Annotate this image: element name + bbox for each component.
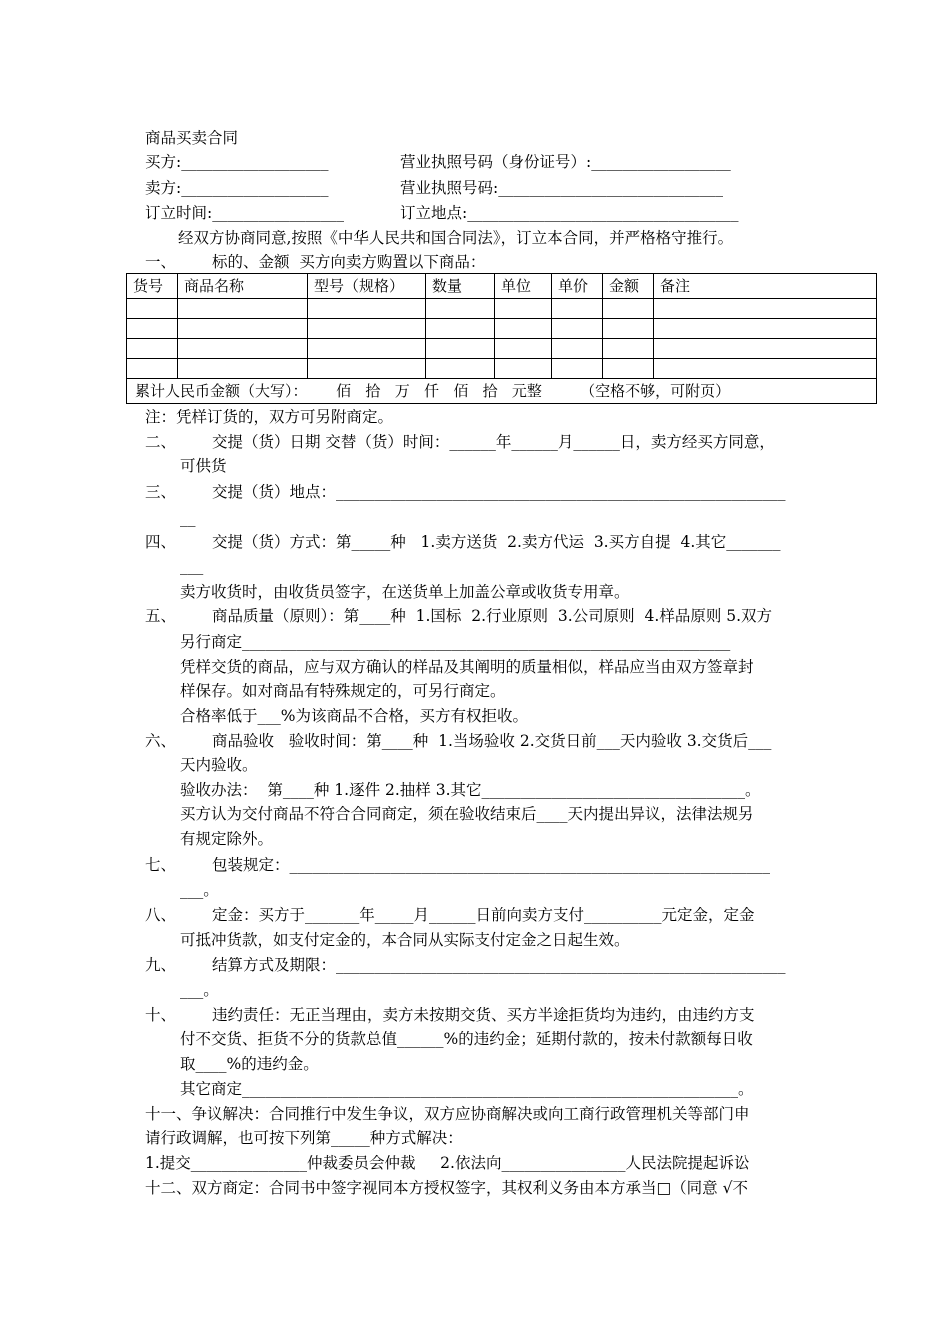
section-2-continued: 可供货	[180, 457, 227, 475]
section-11-options: 1.提交_______________仲裁委员会仲裁 2.依法向________________人民法院提起诉讼	[145, 1154, 750, 1172]
section-10-other-terms: 其它商定________________________________________________________________。	[180, 1080, 754, 1098]
section-11-text: 十一、争议解决：合同推行中发生争议，双方应协商解决或向工商行政管理机关等部门申	[145, 1105, 750, 1123]
section-6-number: 六、	[145, 732, 177, 750]
section-8-continued: 可抵冲货款，如支付定金的，本合同从实际支付定金之日起生效。	[180, 931, 630, 949]
section-10-number: 十、	[145, 1006, 177, 1024]
seller-license-field: 营业执照号码:_____________________________	[400, 179, 723, 197]
section-3-number: 三、	[145, 483, 177, 501]
section-11-continued: 请行政调解，也可按下列第_____种方式解决：	[145, 1129, 463, 1147]
section-8-text: 定金：买方于_______年_____月______日前向卖方支付__________元定金，定金	[212, 906, 755, 924]
section-7-continued: ___。	[180, 881, 219, 899]
section-6-continued: 天内验收。	[180, 756, 258, 774]
section-7-number: 七、	[145, 856, 177, 874]
intro-paragraph: 经双方协商同意,按照《中华人民共和国合同法》，订立本合同，并严格格守推行。	[178, 229, 734, 247]
goods-table	[126, 273, 877, 404]
buyer-license-field: 营业执照号码（身份证号）:__________________	[400, 153, 731, 171]
section-4-number: 四、	[145, 533, 177, 551]
section-6-method: 验收办法： 第____种 1.逐件 2.抽样 3.其它__________________________________。	[180, 781, 761, 799]
section-10-continued: 付不交货、拒货不分的货款总值______%的违约金；延期付款的，按未付款额每日收	[180, 1030, 753, 1048]
column-header: 数量	[426, 274, 495, 299]
section-6-objection: 买方认为交付商品不符合合同商定，须在验收结束后____天内提出异议，法律法规另	[180, 805, 754, 823]
table-row	[127, 319, 877, 339]
column-header: 货号	[127, 274, 178, 299]
table-row	[127, 359, 877, 379]
section-9-text: 结算方式及期限：__________________________________________________________	[212, 956, 786, 974]
table-row	[127, 339, 877, 359]
sign-place-field: 订立地点:___________________________________	[400, 204, 739, 222]
section-5-continued: 另行商定_______________________________________________________________	[180, 633, 731, 651]
section-1-number: 一、	[145, 253, 177, 271]
section-4-text: 交提（货）方式：第_____种 1.卖方送货 2.卖方代运 3.买方自提 4.其它_______	[212, 533, 781, 551]
column-header: 型号（规格）	[308, 274, 426, 299]
section-10-text: 违约责任：无正当理由，卖方未按期交货、买方半途拒货均为违约，由违约方支	[212, 1006, 755, 1024]
column-header: 单位	[495, 274, 552, 299]
section-5-text: 商品质量（原则）：第____种 1.国标 2.行业原则 3.公司原则 4.样品原则 5.双方	[212, 607, 773, 625]
section-6-text: 商品验收 验收时间：第____种 1.当场验收 2.交货日前___天内验收 3.交货后___	[212, 732, 772, 750]
section-12-text: 十二、双方商定：合同书中签字视同本方授权签字，其权利义务由本方承当□（同意 √不	[145, 1179, 748, 1197]
section-9-continued: ___。	[180, 981, 219, 999]
section-4-continued: ___	[180, 557, 204, 575]
section-5-pass-rate: 合格率低于___%为该商品不合格，买方有权拒收。	[180, 707, 528, 725]
section-5-sample-paragraph: 凭样交货的商品，应与双方确认的样品及其阐明的质量相似，样品应当由双方签章封	[180, 658, 754, 676]
table-total-row	[127, 379, 877, 404]
section-5-number: 五、	[145, 607, 177, 625]
table-row	[127, 299, 877, 319]
section-5-sample-paragraph-cont: 样保存。如对商品有特殊规定的，可另行商定。	[180, 682, 506, 700]
section-3-continued: __	[180, 509, 196, 527]
section-2-text: 交提（货）日期 交替（货）时间：______年______月______日，卖方经买方同意，	[212, 433, 775, 451]
section-8-number: 八、	[145, 906, 177, 924]
section-2-number: 二、	[145, 433, 177, 451]
seller-field: 卖方:___________________	[145, 179, 329, 197]
sign-time-field: 订立时间:_________________	[145, 204, 344, 222]
column-header: 金额	[603, 274, 654, 299]
column-header: 备注	[654, 274, 877, 299]
table-note: 注：凭样订货的，双方可另附商定。	[145, 408, 394, 426]
section-4-receipt-note: 卖方收货时，由收货员签字，在送货单上加盖公章或收货专用章。	[180, 583, 630, 601]
section-6-objection-cont: 有规定除外。	[180, 830, 274, 848]
section-10-continued-2: 取____%的违约金。	[180, 1055, 319, 1073]
column-header: 商品名称	[178, 274, 308, 299]
total-amount-cell: 累计人民币金额（大写）： 佰 拾 万 仟 佰 拾 元整 （空格不够，可附页）	[127, 379, 877, 404]
section-9-number: 九、	[145, 956, 177, 974]
document-title: 商品买卖合同	[145, 129, 239, 147]
section-3-text: 交提（货）地点：__________________________________________________________	[212, 483, 786, 501]
section-1-heading: 标的、金额 买方向卖方购置以下商品：	[212, 253, 486, 271]
section-7-text: 包装规定：______________________________________________________________	[212, 856, 771, 874]
table-header-row	[127, 274, 877, 299]
column-header: 单价	[552, 274, 603, 299]
buyer-field: 买方:___________________	[145, 153, 329, 171]
